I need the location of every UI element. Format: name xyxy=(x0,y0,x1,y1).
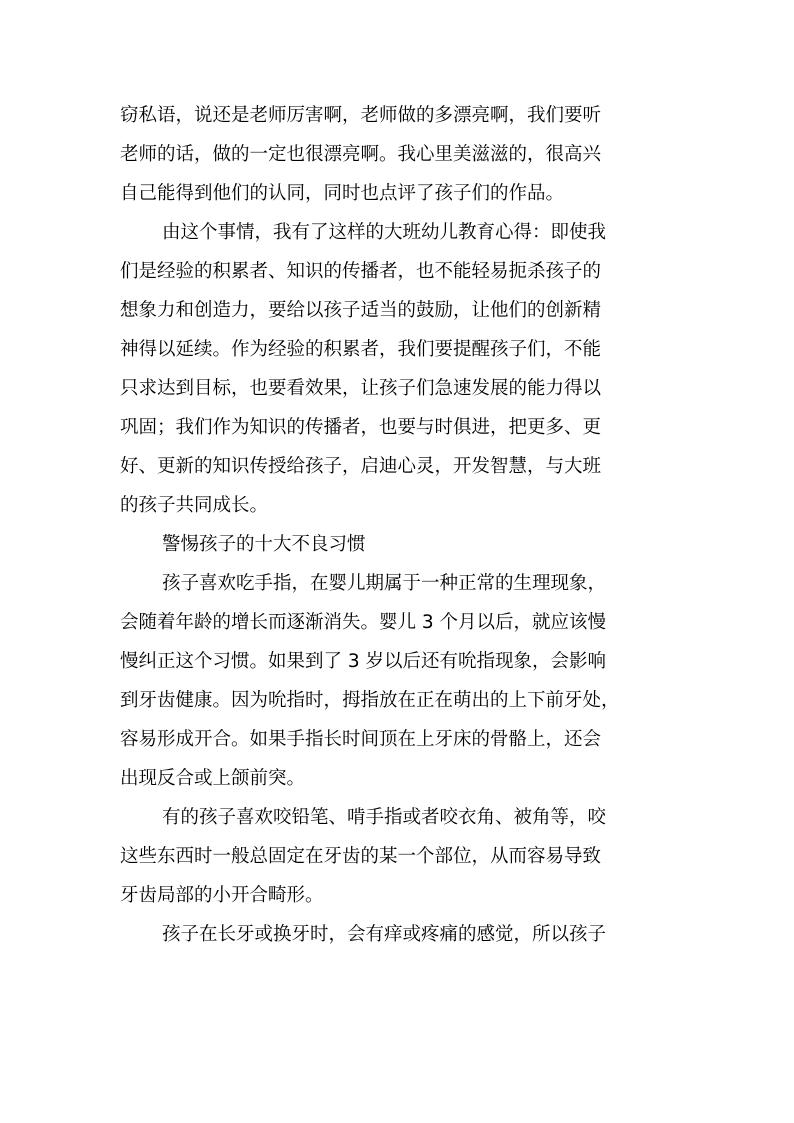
paragraph-first-line: 由这个事情，我有了这样的大班幼儿教育心得：即使我 xyxy=(162,222,607,243)
text-line: 好、更新的知识传授给孩子，启迪心灵，开发智慧，与大班 xyxy=(120,456,602,477)
text-line: 自己能得到他们的认同，同时也点评了孩子们的作品。 xyxy=(120,183,565,204)
text-line: 容易形成开合。如果手指长时间顶在上牙床的骨骼上，还会 xyxy=(120,729,602,750)
text-line: 出现反合或上颌前突。 xyxy=(120,768,306,789)
text-line: 慢纠正这个习惯。如果到了 3 岁以后还有吮指现象，会影响 xyxy=(120,651,607,672)
text-line: 这些东西时一般总固定在牙齿的某一个部位，从而容易导致 xyxy=(120,846,602,867)
text-line: 只求达到目标，也要看效果，让孩子们急速发展的能力得以 xyxy=(120,378,602,399)
text-line: 的孩子共同成长。 xyxy=(120,495,269,516)
paragraph-first-line: 孩子喜欢吃手指，在婴儿期属于一种正常的生理现象， xyxy=(162,573,607,594)
text-line: 会随着年龄的增长而逐渐消失。婴儿 3 个月以后，就应该慢 xyxy=(120,612,607,633)
paragraph-first-line: 有的孩子喜欢咬铅笔、啃手指或者咬衣角、被角等，咬 xyxy=(162,807,607,828)
text-line: 老师的话，做的一定也很漂亮啊。我心里美滋滋的，很高兴 xyxy=(120,144,602,165)
text-line: 牙齿局部的小开合畸形。 xyxy=(120,885,324,906)
text-line: 想象力和创造力，要给以孩子适当的鼓励，让他们的创新精 xyxy=(120,300,602,321)
section-heading: 警惕孩子的十大不良习惯 xyxy=(162,534,366,555)
text-line: 巩固；我们作为知识的传播者，也要与时俱进，把更多、更 xyxy=(120,417,602,438)
paragraph-first-line: 孩子在长牙或换牙时，会有痒或疼痛的感觉，所以孩子 xyxy=(162,924,607,945)
text-line: 到牙齿健康。因为吮指时，拇指放在正在萌出的上下前牙处， xyxy=(120,690,620,711)
text-line: 们是经验的积累者、知识的传播者，也不能轻易扼杀孩子的 xyxy=(120,261,602,282)
text-line: 窃私语，说还是老师厉害啊，老师做的多漂亮啊，我们要听 xyxy=(120,105,602,126)
text-line: 神得以延续。作为经验的积累者，我们要提醒孩子们，不能 xyxy=(120,339,602,360)
